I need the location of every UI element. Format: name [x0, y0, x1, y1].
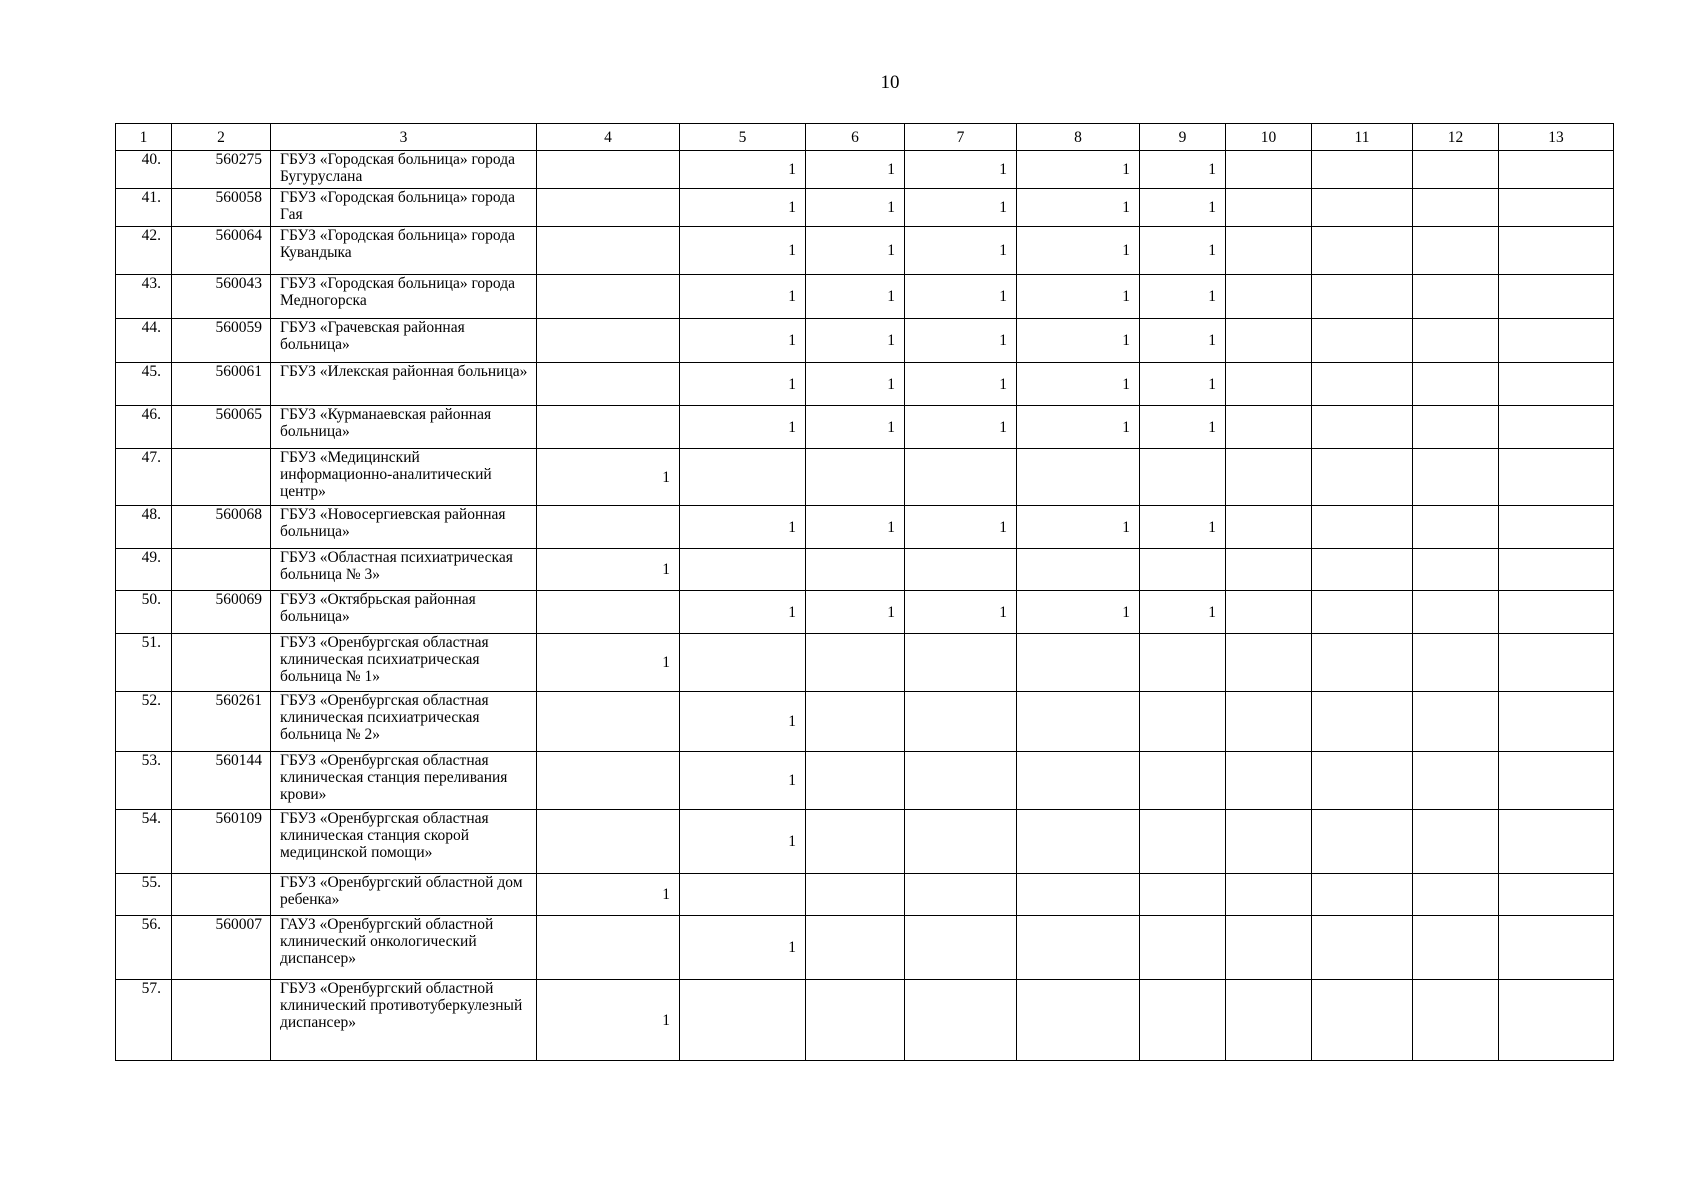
organization-code	[172, 634, 271, 692]
table-row	[116, 406, 1614, 449]
row-number: 40.	[116, 151, 172, 189]
value-cell-col10	[1226, 591, 1312, 634]
row-number: 55.	[116, 874, 172, 916]
organization-name: ГБУЗ «Оренбургская областная клиническая станция скорой медицинской помощи»	[271, 810, 537, 874]
organization-name: ГБУЗ «Оренбургская областная клиническая психиатрическая больница № 2»	[271, 692, 537, 752]
organization-name: ГБУЗ «Городская больница» города Бугуруслана	[271, 151, 537, 189]
organization-code	[172, 549, 271, 591]
value-cell-col7	[905, 874, 1017, 916]
value-cell-col5: 1	[680, 319, 806, 363]
organization-name: ГБУЗ «Курманаевская районная больница»	[271, 406, 537, 449]
table-row	[116, 980, 1614, 1061]
value-cell-col12	[1413, 319, 1499, 363]
value-cell-col6	[806, 916, 905, 980]
value-cell-col10	[1226, 752, 1312, 810]
value-cell-col4	[537, 319, 680, 363]
row-number: 44.	[116, 319, 172, 363]
value-cell-col10	[1226, 151, 1312, 189]
value-cell-col10	[1226, 810, 1312, 874]
value-cell-col11	[1312, 363, 1413, 406]
value-cell-col11	[1312, 752, 1413, 810]
organization-code: 560058	[172, 189, 271, 227]
organization-name: ГБУЗ «Городская больница» города Медногорска	[271, 275, 537, 319]
value-cell-col6: 1	[806, 275, 905, 319]
value-cell-col4: 1	[537, 634, 680, 692]
value-cell-col11	[1312, 916, 1413, 980]
table-container	[115, 123, 1614, 1061]
value-cell-col4	[537, 406, 680, 449]
value-cell-col13	[1499, 189, 1614, 227]
value-cell-col5: 1	[680, 151, 806, 189]
value-cell-col12	[1413, 916, 1499, 980]
value-cell-col11	[1312, 980, 1413, 1061]
organization-code: 560069	[172, 591, 271, 634]
table-row	[116, 692, 1614, 752]
column-header: 8	[1017, 124, 1140, 151]
value-cell-col6: 1	[806, 506, 905, 549]
value-cell-col8: 1	[1017, 151, 1140, 189]
row-number: 46.	[116, 406, 172, 449]
value-cell-col11	[1312, 591, 1413, 634]
data-table	[115, 123, 1614, 1061]
value-cell-col7	[905, 692, 1017, 752]
row-number: 50.	[116, 591, 172, 634]
value-cell-col13	[1499, 810, 1614, 874]
column-header: 3	[271, 124, 537, 151]
value-cell-col6	[806, 449, 905, 506]
row-number: 43.	[116, 275, 172, 319]
value-cell-col6: 1	[806, 151, 905, 189]
value-cell-col5: 1	[680, 752, 806, 810]
value-cell-col13	[1499, 449, 1614, 506]
organization-name: ГБУЗ «Оренбургская областная клиническая станция переливания крови»	[271, 752, 537, 810]
organization-code	[172, 449, 271, 506]
organization-code: 560059	[172, 319, 271, 363]
organization-name: ГБУЗ «Оренбургский областной клинический противотуберкулезный диспансер»	[271, 980, 537, 1061]
value-cell-col5: 1	[680, 363, 806, 406]
column-header: 5	[680, 124, 806, 151]
value-cell-col9	[1140, 449, 1226, 506]
value-cell-col4: 1	[537, 449, 680, 506]
organization-code: 560065	[172, 406, 271, 449]
value-cell-col9: 1	[1140, 506, 1226, 549]
value-cell-col5	[680, 980, 806, 1061]
value-cell-col4	[537, 591, 680, 634]
table-row	[116, 227, 1614, 275]
value-cell-col8	[1017, 980, 1140, 1061]
value-cell-col6: 1	[806, 406, 905, 449]
value-cell-col10	[1226, 980, 1312, 1061]
column-header: 9	[1140, 124, 1226, 151]
organization-code: 560061	[172, 363, 271, 406]
value-cell-col9	[1140, 980, 1226, 1061]
value-cell-col9	[1140, 549, 1226, 591]
table-row	[116, 449, 1614, 506]
value-cell-col7	[905, 916, 1017, 980]
value-cell-col7: 1	[905, 227, 1017, 275]
value-cell-col9: 1	[1140, 406, 1226, 449]
table-row	[116, 810, 1614, 874]
row-number: 51.	[116, 634, 172, 692]
value-cell-col11	[1312, 151, 1413, 189]
column-header: 4	[537, 124, 680, 151]
value-cell-col7: 1	[905, 189, 1017, 227]
value-cell-col10	[1226, 692, 1312, 752]
value-cell-col12	[1413, 752, 1499, 810]
value-cell-col6: 1	[806, 189, 905, 227]
value-cell-col9	[1140, 916, 1226, 980]
value-cell-col4	[537, 363, 680, 406]
value-cell-col5: 1	[680, 189, 806, 227]
organization-name: ГБУЗ «Областная психиатрическая больница № 3»	[271, 549, 537, 591]
value-cell-col7: 1	[905, 406, 1017, 449]
value-cell-col9	[1140, 874, 1226, 916]
row-number: 45.	[116, 363, 172, 406]
column-header: 1	[116, 124, 172, 151]
value-cell-col7: 1	[905, 151, 1017, 189]
organization-code: 560261	[172, 692, 271, 752]
value-cell-col7	[905, 449, 1017, 506]
value-cell-col13	[1499, 506, 1614, 549]
value-cell-col6: 1	[806, 591, 905, 634]
value-cell-col12	[1413, 874, 1499, 916]
value-cell-col12	[1413, 506, 1499, 549]
value-cell-col11	[1312, 406, 1413, 449]
value-cell-col7	[905, 810, 1017, 874]
value-cell-col6: 1	[806, 319, 905, 363]
value-cell-col12	[1413, 634, 1499, 692]
value-cell-col8: 1	[1017, 189, 1140, 227]
value-cell-col12	[1413, 151, 1499, 189]
organization-code: 560275	[172, 151, 271, 189]
value-cell-col12	[1413, 406, 1499, 449]
value-cell-col11	[1312, 319, 1413, 363]
value-cell-col6	[806, 692, 905, 752]
value-cell-col11	[1312, 549, 1413, 591]
value-cell-col12	[1413, 189, 1499, 227]
organization-code: 560007	[172, 916, 271, 980]
organization-name: ГБУЗ «Оренбургский областной дом ребенка»	[271, 874, 537, 916]
organization-code: 560064	[172, 227, 271, 275]
value-cell-col12	[1413, 227, 1499, 275]
value-cell-col7: 1	[905, 319, 1017, 363]
value-cell-col13	[1499, 227, 1614, 275]
organization-code: 560109	[172, 810, 271, 874]
organization-name: ГБУЗ «Городская больница» города Кувандыка	[271, 227, 537, 275]
organization-name: ГАУЗ «Оренбургский областной клинический онкологический диспансер»	[271, 916, 537, 980]
value-cell-col11	[1312, 692, 1413, 752]
organization-name: ГБУЗ «Городская больница» города Гая	[271, 189, 537, 227]
value-cell-col9: 1	[1140, 227, 1226, 275]
value-cell-col9: 1	[1140, 363, 1226, 406]
row-number: 47.	[116, 449, 172, 506]
value-cell-col10	[1226, 874, 1312, 916]
value-cell-col10	[1226, 189, 1312, 227]
organization-code: 560144	[172, 752, 271, 810]
value-cell-col6	[806, 980, 905, 1061]
value-cell-col11	[1312, 810, 1413, 874]
value-cell-col5: 1	[680, 506, 806, 549]
value-cell-col5	[680, 549, 806, 591]
value-cell-col4	[537, 151, 680, 189]
value-cell-col13	[1499, 275, 1614, 319]
value-cell-col9	[1140, 692, 1226, 752]
row-number: 42.	[116, 227, 172, 275]
value-cell-col8	[1017, 549, 1140, 591]
value-cell-col12	[1413, 810, 1499, 874]
table-row	[116, 634, 1614, 692]
value-cell-col8: 1	[1017, 506, 1140, 549]
row-number: 57.	[116, 980, 172, 1061]
table-row	[116, 506, 1614, 549]
value-cell-col9: 1	[1140, 151, 1226, 189]
value-cell-col9: 1	[1140, 189, 1226, 227]
header-row	[116, 124, 1614, 151]
value-cell-col11	[1312, 506, 1413, 549]
value-cell-col7	[905, 549, 1017, 591]
table-row	[116, 752, 1614, 810]
organization-code: 560043	[172, 275, 271, 319]
value-cell-col6	[806, 810, 905, 874]
value-cell-col10	[1226, 916, 1312, 980]
column-header: 11	[1312, 124, 1413, 151]
table-row	[116, 549, 1614, 591]
column-header: 7	[905, 124, 1017, 151]
value-cell-col13	[1499, 591, 1614, 634]
value-cell-col6	[806, 549, 905, 591]
value-cell-col7	[905, 634, 1017, 692]
organization-code	[172, 980, 271, 1061]
value-cell-col8	[1017, 692, 1140, 752]
value-cell-col8	[1017, 810, 1140, 874]
row-number: 41.	[116, 189, 172, 227]
table-row	[116, 319, 1614, 363]
value-cell-col9: 1	[1140, 275, 1226, 319]
value-cell-col4: 1	[537, 874, 680, 916]
value-cell-col11	[1312, 227, 1413, 275]
organization-name: ГБУЗ «Оренбургская областная клиническая психиатрическая больница № 1»	[271, 634, 537, 692]
value-cell-col9: 1	[1140, 319, 1226, 363]
value-cell-col4	[537, 692, 680, 752]
value-cell-col8: 1	[1017, 227, 1140, 275]
value-cell-col13	[1499, 752, 1614, 810]
value-cell-col13	[1499, 151, 1614, 189]
value-cell-col5: 1	[680, 227, 806, 275]
value-cell-col11	[1312, 874, 1413, 916]
table-row	[116, 363, 1614, 406]
value-cell-col4	[537, 189, 680, 227]
value-cell-col8: 1	[1017, 275, 1140, 319]
organization-code	[172, 874, 271, 916]
value-cell-col12	[1413, 363, 1499, 406]
value-cell-col8: 1	[1017, 319, 1140, 363]
value-cell-col6	[806, 634, 905, 692]
column-header: 13	[1499, 124, 1614, 151]
value-cell-col8: 1	[1017, 591, 1140, 634]
value-cell-col6	[806, 752, 905, 810]
value-cell-col7	[905, 752, 1017, 810]
row-number: 54.	[116, 810, 172, 874]
organization-name: ГБУЗ «Грачевская районная больница»	[271, 319, 537, 363]
value-cell-col12	[1413, 692, 1499, 752]
value-cell-col13	[1499, 549, 1614, 591]
table-row	[116, 151, 1614, 189]
value-cell-col6: 1	[806, 227, 905, 275]
value-cell-col9: 1	[1140, 591, 1226, 634]
value-cell-col13	[1499, 363, 1614, 406]
value-cell-col4	[537, 506, 680, 549]
value-cell-col13	[1499, 916, 1614, 980]
value-cell-col12	[1413, 449, 1499, 506]
table-row	[116, 189, 1614, 227]
value-cell-col12	[1413, 549, 1499, 591]
value-cell-col11	[1312, 449, 1413, 506]
value-cell-col5	[680, 449, 806, 506]
value-cell-col11	[1312, 634, 1413, 692]
value-cell-col13	[1499, 874, 1614, 916]
value-cell-col4	[537, 227, 680, 275]
organization-name: ГБУЗ «Октябрьская районная больница»	[271, 591, 537, 634]
column-header: 6	[806, 124, 905, 151]
value-cell-col12	[1413, 980, 1499, 1061]
row-number: 53.	[116, 752, 172, 810]
value-cell-col5	[680, 634, 806, 692]
value-cell-col4: 1	[537, 549, 680, 591]
value-cell-col8: 1	[1017, 406, 1140, 449]
organization-name: ГБУЗ «Илекская районная больница»	[271, 363, 537, 406]
value-cell-col8	[1017, 916, 1140, 980]
value-cell-col12	[1413, 275, 1499, 319]
value-cell-col4	[537, 275, 680, 319]
value-cell-col5	[680, 874, 806, 916]
page-number: 10	[880, 72, 900, 93]
value-cell-col7: 1	[905, 275, 1017, 319]
value-cell-col5: 1	[680, 916, 806, 980]
organization-name: ГБУЗ «Медицинский информационно-аналитический центр»	[271, 449, 537, 506]
value-cell-col5: 1	[680, 275, 806, 319]
row-number: 56.	[116, 916, 172, 980]
value-cell-col4: 1	[537, 980, 680, 1061]
value-cell-col10	[1226, 319, 1312, 363]
value-cell-col13	[1499, 692, 1614, 752]
value-cell-col8	[1017, 752, 1140, 810]
value-cell-col6: 1	[806, 363, 905, 406]
value-cell-col13	[1499, 406, 1614, 449]
column-header: 2	[172, 124, 271, 151]
value-cell-col9	[1140, 752, 1226, 810]
value-cell-col10	[1226, 634, 1312, 692]
value-cell-col8	[1017, 449, 1140, 506]
value-cell-col11	[1312, 275, 1413, 319]
value-cell-col7: 1	[905, 591, 1017, 634]
value-cell-col5: 1	[680, 591, 806, 634]
value-cell-col4	[537, 810, 680, 874]
row-number: 52.	[116, 692, 172, 752]
value-cell-col9	[1140, 634, 1226, 692]
value-cell-col8	[1017, 874, 1140, 916]
value-cell-col10	[1226, 449, 1312, 506]
table-row	[116, 916, 1614, 980]
value-cell-col13	[1499, 980, 1614, 1061]
row-number: 48.	[116, 506, 172, 549]
value-cell-col9	[1140, 810, 1226, 874]
table-row	[116, 591, 1614, 634]
value-cell-col13	[1499, 319, 1614, 363]
column-header: 10	[1226, 124, 1312, 151]
value-cell-col4	[537, 916, 680, 980]
table-row	[116, 275, 1614, 319]
value-cell-col5: 1	[680, 406, 806, 449]
value-cell-col8: 1	[1017, 363, 1140, 406]
row-number: 49.	[116, 549, 172, 591]
value-cell-col13	[1499, 634, 1614, 692]
value-cell-col10	[1226, 406, 1312, 449]
organization-name: ГБУЗ «Новосергиевская районная больница»	[271, 506, 537, 549]
value-cell-col10	[1226, 363, 1312, 406]
value-cell-col7: 1	[905, 363, 1017, 406]
organization-code: 560068	[172, 506, 271, 549]
value-cell-col7: 1	[905, 506, 1017, 549]
value-cell-col6	[806, 874, 905, 916]
value-cell-col10	[1226, 549, 1312, 591]
column-header: 12	[1413, 124, 1499, 151]
value-cell-col10	[1226, 227, 1312, 275]
value-cell-col10	[1226, 506, 1312, 549]
value-cell-col7	[905, 980, 1017, 1061]
value-cell-col10	[1226, 275, 1312, 319]
value-cell-col5: 1	[680, 692, 806, 752]
table-row	[116, 874, 1614, 916]
value-cell-col12	[1413, 591, 1499, 634]
value-cell-col8	[1017, 634, 1140, 692]
value-cell-col4	[537, 752, 680, 810]
value-cell-col5: 1	[680, 810, 806, 874]
table-body	[116, 151, 1614, 1061]
value-cell-col11	[1312, 189, 1413, 227]
